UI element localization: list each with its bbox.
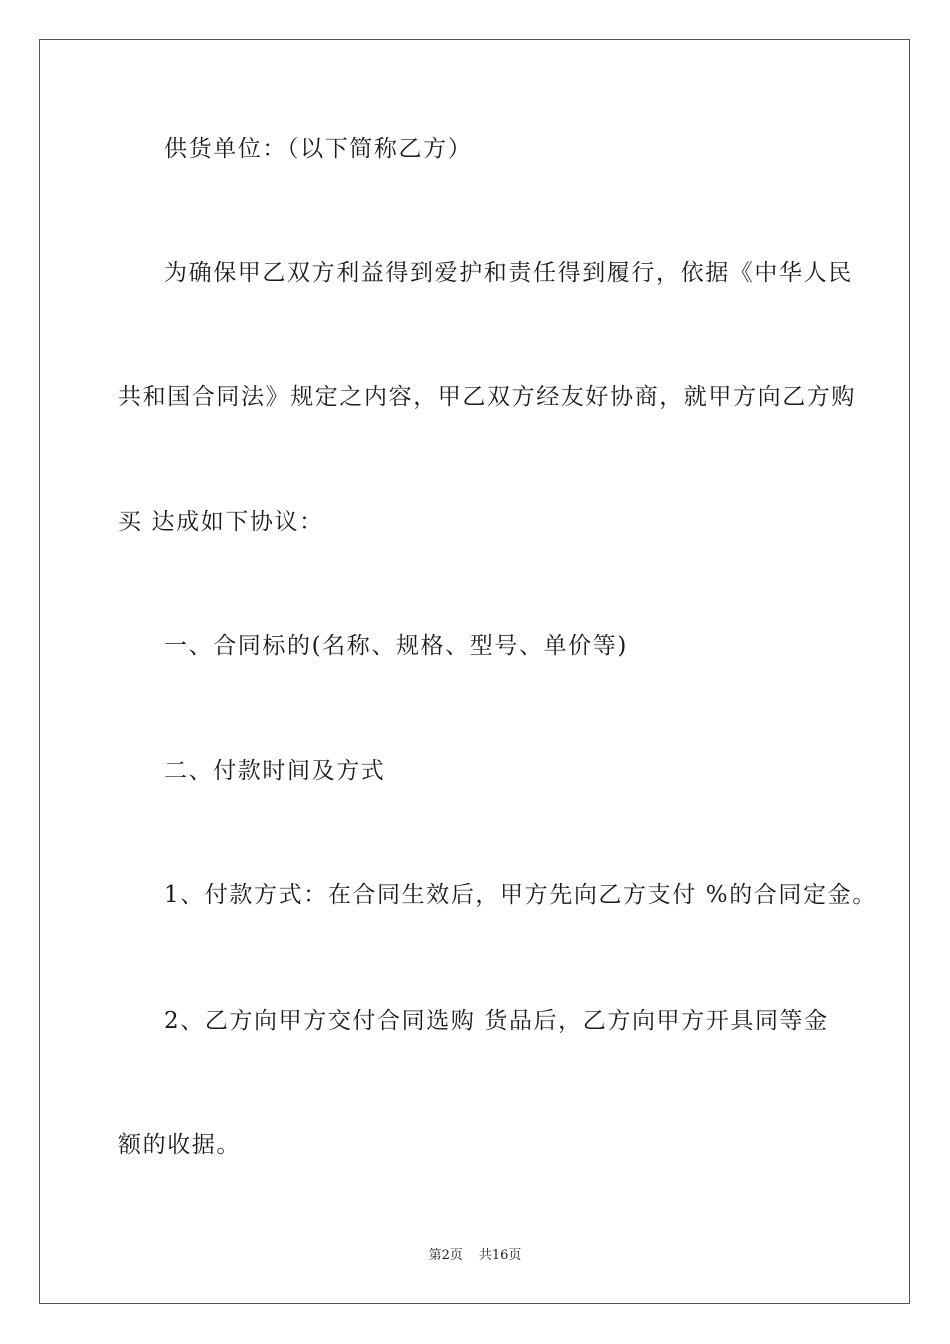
clause-line: 1、付款方式：在合同生效后，甲方先向乙方支付 %的合同定金。 bbox=[164, 882, 877, 908]
paragraph-line: 买 达成如下协议： bbox=[118, 509, 324, 535]
clause-line: 额的收据。 bbox=[118, 1132, 241, 1158]
section-heading-1: 一、合同标的(名称、规格、型号、单价等) bbox=[164, 633, 628, 659]
page-frame bbox=[39, 39, 910, 1304]
page-number: 第2页 bbox=[428, 1248, 463, 1263]
clause-line: 2、乙方向甲方交付合同选购 货品后，乙方向甲方开具同等金 bbox=[164, 1008, 829, 1034]
section-heading-2: 二、付款时间及方式 bbox=[164, 758, 386, 784]
supplier-line: 供货单位：（以下简称乙方） bbox=[164, 136, 473, 162]
page-footer bbox=[0, 1247, 950, 1265]
page-total: 共16页 bbox=[478, 1248, 522, 1263]
paragraph-line: 共和国合同法》规定之内容，甲乙双方经友好协商，就甲方向乙方购 bbox=[118, 384, 856, 410]
paragraph-line: 为确保甲乙双方利益得到爱护和责任得到履行，依据《中华人民 bbox=[164, 260, 853, 286]
